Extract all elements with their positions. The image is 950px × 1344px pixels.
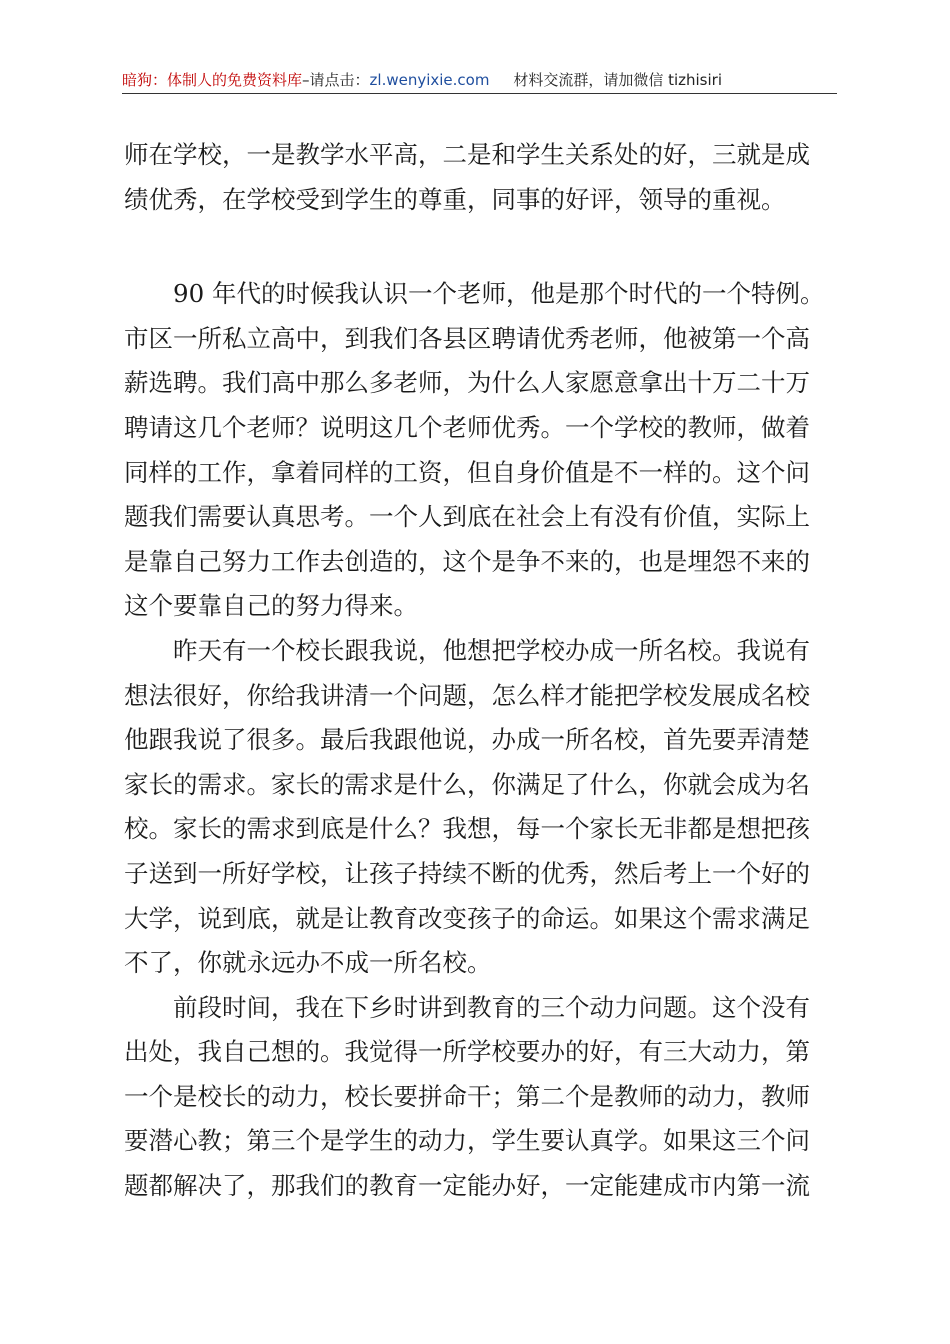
text-line: 要潜心教；第三个是学生的动力，学生要认真学。如果这三个问 xyxy=(124,1126,810,1156)
click-prompt: –请点击： xyxy=(302,71,370,89)
text-line: 家长的需求。家长的需求是什么，你满足了什么，你就会成为名 xyxy=(124,769,810,799)
text-line: 聘请这几个老师？说明这几个老师优秀。一个学校的教师，做着 xyxy=(124,412,810,442)
paragraph xyxy=(124,629,839,986)
text-line: 师在学校，一是教学水平高，二是和学生关系处的好，三就是成 xyxy=(124,140,810,169)
text-line: 题我们需要认真思考。一个人到底在社会上有没有价值，实际上 xyxy=(124,502,810,532)
text-line: 同样的工作，拿着同样的工资，但自身价值是不一样的。这个问 xyxy=(124,457,810,487)
text-line: 这个要靠自己的努力得来。 xyxy=(124,591,418,621)
text-line: 大学，说到底，就是让教育改变孩子的命运。如果这个需求满足 xyxy=(124,903,810,933)
text-line: 90 年代的时候我认识一个老师，他是那个时代的一个特例。 xyxy=(124,279,825,309)
page-header xyxy=(122,70,837,90)
text-line: 题都解决了，那我们的教育一定能办好，一定能建成市内第一流 xyxy=(124,1171,810,1201)
site-name: 暗狗：体制人的免费资料库 xyxy=(122,71,303,89)
text-line: 前段时间，我在下乡时讲到教育的三个动力问题。这个没有 xyxy=(124,992,810,1022)
text-line: 他跟我说了很多。最后我跟他说，办成一所名校，首先要弄清楚 xyxy=(124,725,810,755)
paragraph xyxy=(124,272,839,629)
text-line: 一个是校长的动力，校长要拼命干；第二个是教师的动力，教师 xyxy=(124,1081,810,1111)
text-line: 绩优秀，在学校受到学生的尊重，同事的好评，领导的重视。 xyxy=(124,184,786,214)
text-line: 昨天有一个校长跟我说，他想把学校办成一所名校。我说有 xyxy=(124,635,810,665)
text-line: 市区一所私立高中，到我们各县区聘请优秀老师，他被第一个高 xyxy=(124,323,810,353)
site-link[interactable]: zl.wenyixie.com xyxy=(369,71,490,89)
text-line: 想法很好，你给我讲清一个问题，怎么样才能把学校发展成名校 xyxy=(124,680,810,710)
text-line: 校。家长的需求到底是什么？我想，每一个家长无非都是想把孩 xyxy=(124,814,810,844)
text-line: 不了，你就永远办不成一所名校。 xyxy=(124,948,492,978)
text-line: 出处，我自己想的。我觉得一所学校要办的好，有三大动力，第 xyxy=(124,1037,810,1067)
header-divider xyxy=(122,93,837,94)
wechat-note: 材料交流群，请加微信 tizhisiri xyxy=(513,71,722,89)
paragraph xyxy=(124,986,839,1209)
paragraph xyxy=(124,133,839,222)
text-line: 子送到一所好学校，让孩子持续不断的优秀，然后考上一个好的 xyxy=(124,858,810,888)
document-body xyxy=(124,133,839,1209)
text-line: 是靠自己努力工作去创造的，这个是争不来的，也是埋怨不来的 xyxy=(124,546,810,576)
text-line: 薪选聘。我们高中那么多老师，为什么人家愿意拿出十万二十万 xyxy=(124,368,810,398)
